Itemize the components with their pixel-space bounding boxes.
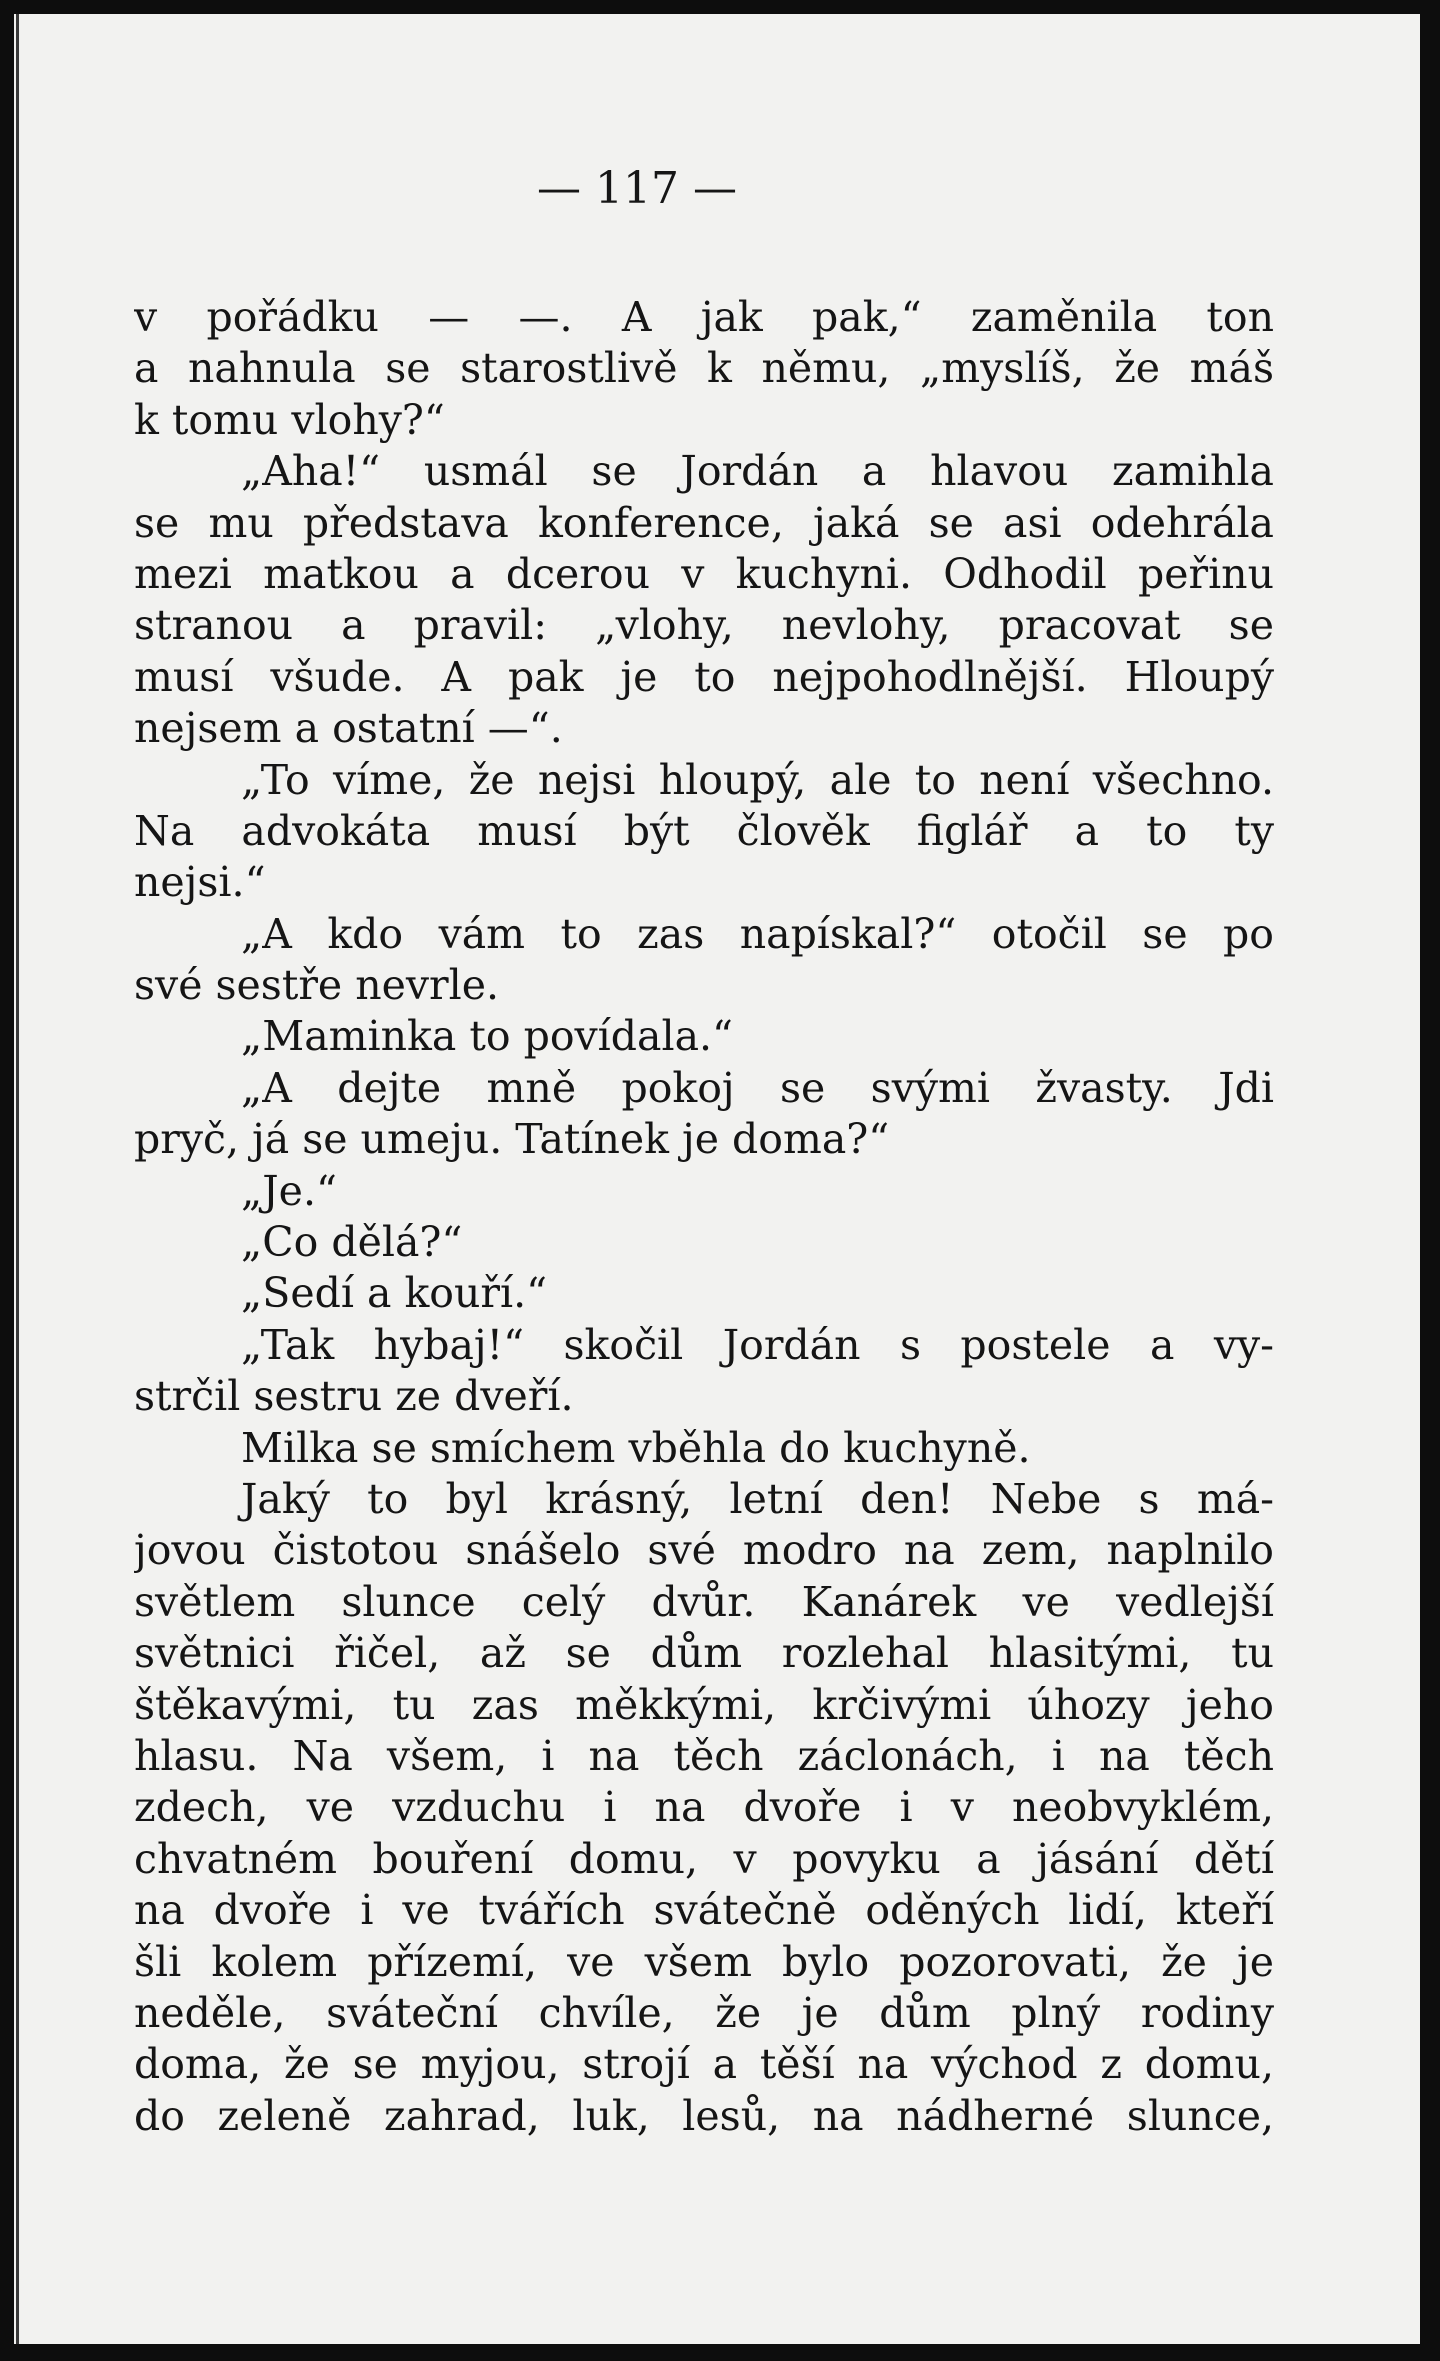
text-line: „Aha!“ usmál se Jordán a hlavou zamihla <box>241 447 1274 496</box>
text-line: neděle, sváteční chvíle, že je dům plný rodiny <box>134 1988 1274 2037</box>
text-line: doma, že se myjou, strojí a těší na východ z domu, <box>134 2040 1274 2089</box>
text-line: stranou a pravil: „vlohy, nevlohy, pracovat se <box>134 601 1274 650</box>
text-line: štěkavými, tu zas měkkými, krčivými úhozy jeho <box>134 1680 1274 1729</box>
text-line: světnici řičel, až se dům rozlehal hlasitými, tu <box>134 1629 1274 1678</box>
text-line: „Je.“ <box>241 1166 337 1215</box>
text-line: šli kolem přízemí, ve všem bylo pozorovati, že je <box>134 1937 1274 1986</box>
text-line: mezi matkou a dcerou v kuchyni. Odhodil peřinu <box>134 549 1274 598</box>
text-line: Jaký to byl krásný, letní den! Nebe s má- <box>241 1474 1274 1523</box>
page-number: — 117 — <box>537 163 737 214</box>
text-line: nejsem a ostatní —“. <box>134 704 563 753</box>
text-line: „Maminka to povídala.“ <box>241 1012 734 1061</box>
text-line: světlem slunce celý dvůr. Kanárek ve vedlejší <box>134 1577 1274 1626</box>
text-line: zdech, ve vzduchu i na dvoře i v neobvyklém, <box>134 1783 1274 1832</box>
text-line: hlasu. Na všem, i na těch záclonách, i na těch <box>134 1731 1274 1780</box>
text-line: pryč, já se umeju. Tatínek je doma?“ <box>134 1115 890 1164</box>
text-line: do zeleně zahrad, luk, lesů, na nádherné slunce, <box>134 2091 1274 2140</box>
page-text <box>134 292 1274 2142</box>
text-line: „Sedí a kouří.“ <box>241 1269 548 1318</box>
text-line: musí všude. A pak je to nejpohodlnější. Hloupý <box>134 652 1274 701</box>
text-line: k tomu vlohy?“ <box>134 395 445 444</box>
text-line: „A kdo vám to zas napískal?“ otočil se po <box>241 909 1274 958</box>
text-line: chvatném bouření domu, v povyku a jásání dětí <box>134 1834 1274 1883</box>
text-line: své sestře nevrle. <box>134 961 500 1010</box>
text-line: se mu představa konference, jaká se asi odehrála <box>134 498 1274 547</box>
text-line: strčil sestru ze dveří. <box>134 1372 574 1421</box>
text-line: v pořádku — —. A jak pak,“ zaměnila ton <box>134 293 1274 341</box>
text-line: nejsi.“ <box>134 858 266 907</box>
text-line: „To víme, že nejsi hloupý, ale to není všechno. <box>241 755 1274 804</box>
page-binding-edge <box>16 14 19 2344</box>
text-line: „Co dělá?“ <box>241 1218 463 1267</box>
text-line: na dvoře i ve tvářích svátečně oděných lidí, kteří <box>134 1886 1274 1935</box>
text-line: jovou čistotou snášelo své modro na zem, naplnilo <box>134 1526 1274 1575</box>
text-line: a nahnula se starostlivě k němu, „myslíš, že máš <box>134 344 1274 393</box>
text-line: „Tak hybaj!“ skočil Jordán s postele a vy- <box>241 1320 1274 1369</box>
text-line: Milka se smíchem vběhla do kuchyně. <box>241 1423 1031 1472</box>
text-line: Na advokáta musí být člověk figlář a to ty <box>134 806 1274 855</box>
text-line: „A dejte mně pokoj se svými žvasty. Jdi <box>241 1063 1274 1112</box>
book-page <box>14 14 1420 2344</box>
